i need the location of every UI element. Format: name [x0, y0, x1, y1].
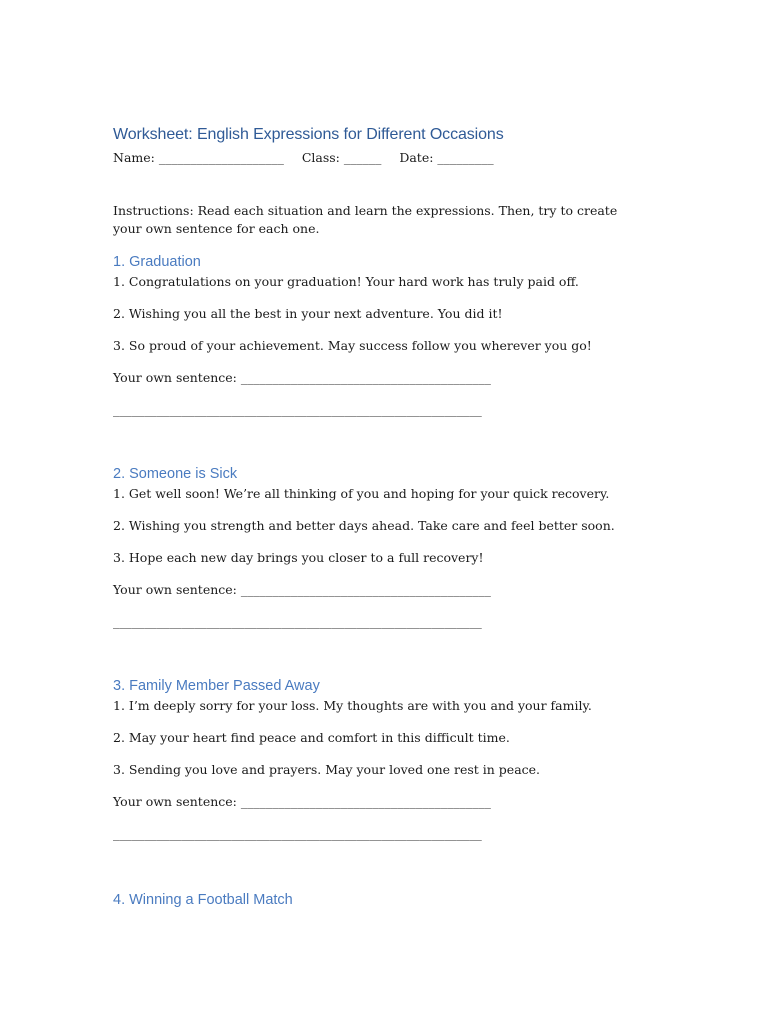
expression-item: 2. Wishing you strength and better days ahead. Take care and feel better soon. — [113, 518, 615, 533]
section-heading: 1. Graduation — [113, 254, 201, 270]
own-sentence-prompt: Your own sentence: ________________________________________ — [113, 370, 491, 385]
section-family-member-passed — [113, 676, 653, 842]
date-field-label: Date: _________ — [399, 150, 494, 165]
section-heading: 3. Family Member Passed Away — [113, 678, 320, 694]
worksheet-page — [113, 124, 653, 910]
expression-item: 2. Wishing you all the best in your next adventure. You did it! — [113, 306, 503, 321]
answer-blank-line: ___________________________________________________________ — [113, 614, 482, 629]
answer-blank-line: ___________________________________________________________ — [113, 826, 482, 841]
expression-item: 1. Get well soon! We’re all thinking of you and hoping for your quick recovery. — [113, 486, 610, 501]
name-field-label: Name: ____________________ — [113, 150, 284, 165]
section-graduation — [113, 252, 653, 418]
answer-blank-line: ___________________________________________________________ — [113, 402, 482, 417]
expression-item: 3. Hope each new day brings you closer to a full recovery! — [113, 550, 484, 565]
expression-item: 3. Sending you love and prayers. May your loved one rest in peace. — [113, 762, 541, 777]
expression-item: 1. Congratulations on your graduation! Your hard work has truly paid off. — [113, 274, 579, 289]
own-sentence-prompt: Your own sentence: ________________________________________ — [113, 794, 491, 809]
expression-item: 2. May your heart find peace and comfort in this difficult time. — [113, 730, 510, 745]
section-winning-football-match — [113, 890, 653, 910]
section-heading: 4. Winning a Football Match — [113, 892, 293, 908]
student-info-line — [113, 150, 653, 166]
page-title: Worksheet: English Expressions for Different Occasions — [113, 126, 504, 143]
own-sentence-prompt: Your own sentence: ________________________________________ — [113, 582, 491, 597]
expression-item: 1. I’m deeply sorry for your loss. My thoughts are with you and your family. — [113, 698, 592, 713]
expression-item: 3. So proud of your achievement. May success follow you wherever you go! — [113, 338, 592, 353]
instructions-text: Instructions: Read each situation and learn the expressions. Then, try to create your own sentence for each one. — [113, 203, 618, 236]
section-heading: 2. Someone is Sick — [113, 466, 238, 482]
section-someone-sick — [113, 464, 653, 630]
class-field-label: Class: ______ — [301, 150, 382, 165]
